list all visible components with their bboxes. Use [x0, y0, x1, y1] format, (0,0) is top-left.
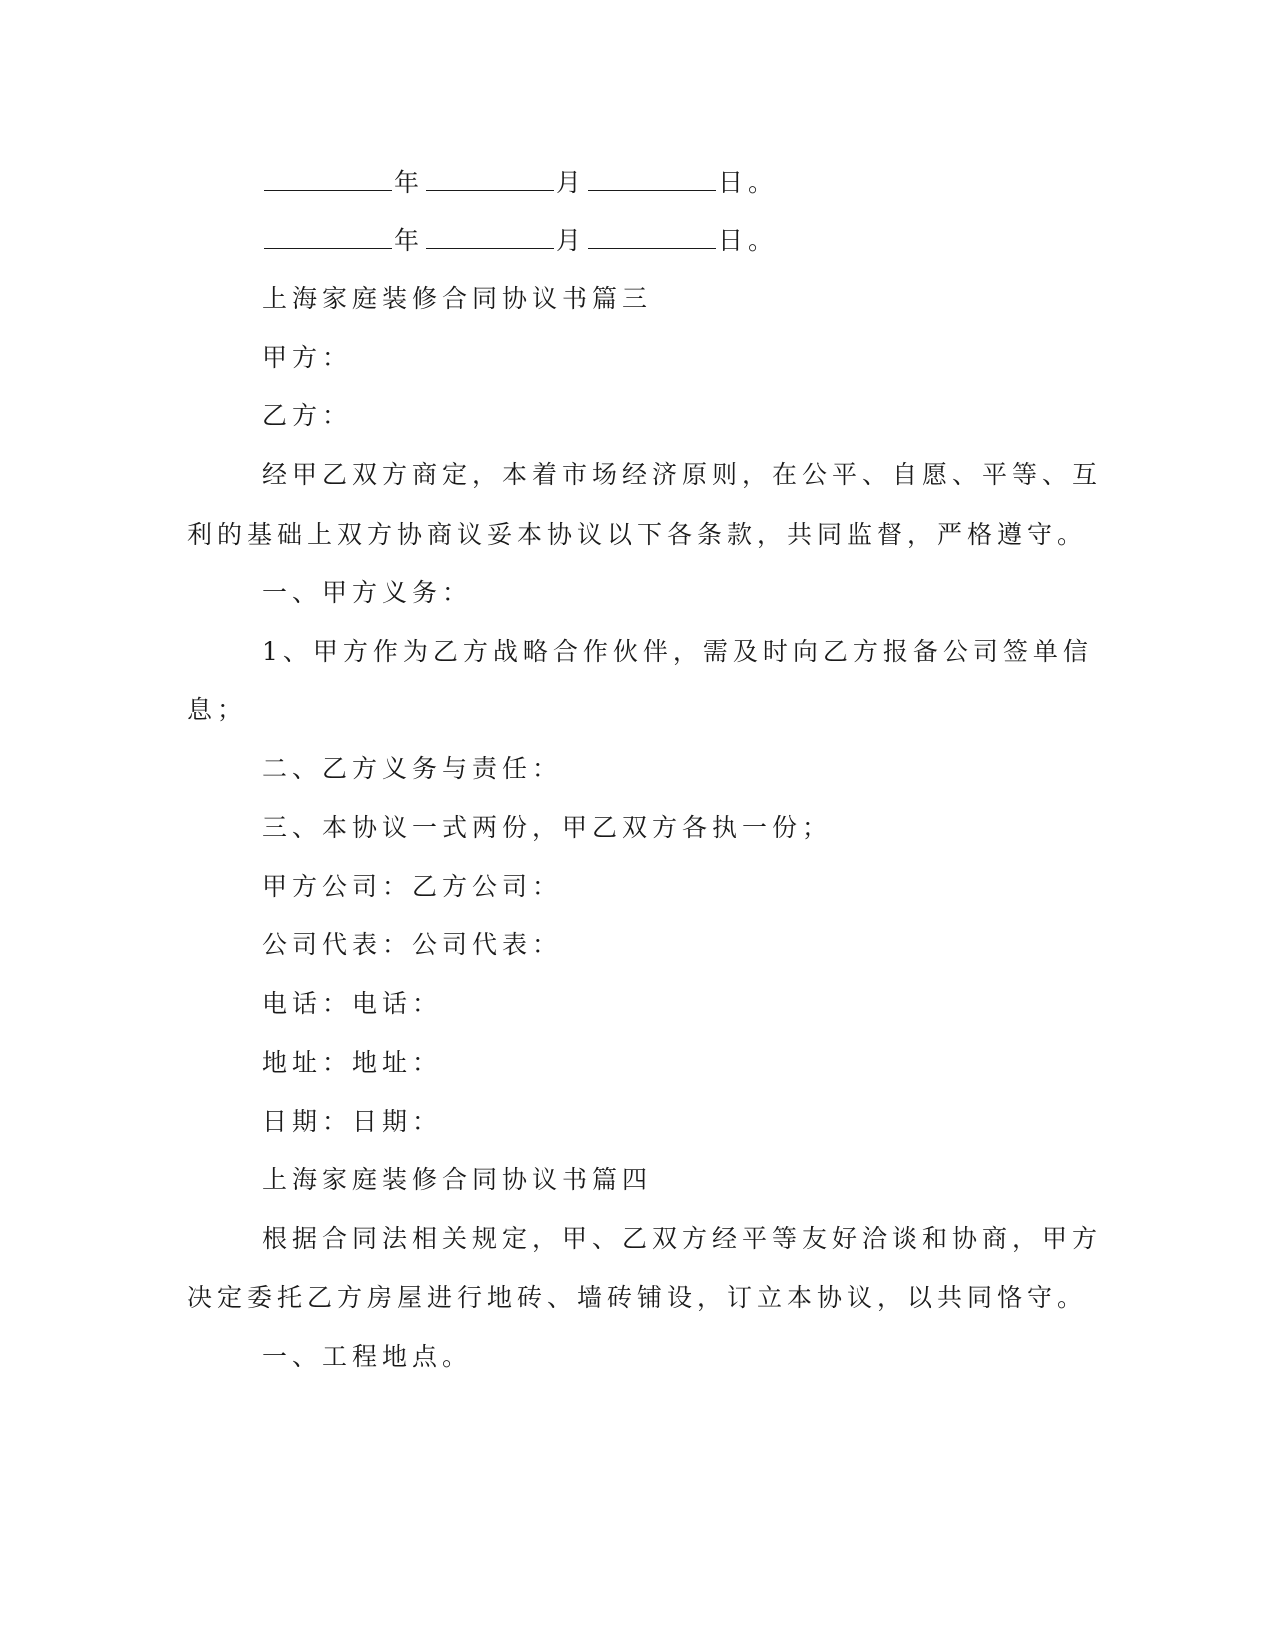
- day-label: 日。: [718, 168, 779, 197]
- section3-title: 上海家庭装修合同协议书篇三: [262, 284, 653, 313]
- section4-intro-line2: 决定委托乙方房屋进行地砖、墙砖铺设，订立本协议，以共同恪守。: [187, 1283, 1088, 1312]
- party-b-label: 乙方：: [262, 401, 353, 430]
- section3-intro-line2: 利的基础上双方协商议妥本协议以下各条款，共同监督，严格遵守。: [187, 520, 1088, 549]
- month-blank: [426, 226, 554, 249]
- year-label: 年: [394, 226, 425, 255]
- year-label: 年: [394, 168, 425, 197]
- clause3-text: 三、本协议一式两份，甲乙双方各执一份；: [262, 813, 833, 842]
- company-line: 甲方公司：乙方公司：: [262, 872, 563, 901]
- section4-title: 上海家庭装修合同协议书篇四: [262, 1165, 653, 1194]
- clause1-item1-line2: 息；: [187, 695, 248, 724]
- clause2-heading: 二、乙方义务与责任：: [262, 754, 563, 783]
- date-line-2: [0, 226, 1275, 256]
- day-blank: [588, 168, 716, 191]
- clause1-item1-line1: 1、甲方作为乙方战略合作伙伴，需及时向乙方报备公司签单信: [262, 637, 1093, 666]
- day-label: 日。: [718, 226, 779, 255]
- year-blank: [264, 226, 392, 249]
- address-line: 地址：地址：: [262, 1048, 443, 1077]
- month-blank: [426, 168, 554, 191]
- year-blank: [264, 168, 392, 191]
- section4-intro-line1: 根据合同法相关规定，甲、乙双方经平等友好洽谈和协商，甲方: [262, 1224, 1103, 1253]
- month-label: 月: [556, 168, 587, 197]
- date-line: 日期：日期：: [262, 1107, 443, 1136]
- day-blank: [588, 226, 716, 249]
- phone-line: 电话：电话：: [262, 989, 443, 1018]
- section3-intro-line1: 经甲乙双方商定，本着市场经济原则，在公平、自愿、平等、互: [262, 460, 1103, 489]
- clause1-heading: 一、甲方义务：: [262, 578, 473, 607]
- section4-clause1: 一、工程地点。: [262, 1342, 473, 1371]
- date-line-1: [0, 168, 1275, 198]
- party-a-label: 甲方：: [262, 343, 353, 372]
- month-label: 月: [556, 226, 587, 255]
- representative-line: 公司代表：公司代表：: [262, 930, 563, 959]
